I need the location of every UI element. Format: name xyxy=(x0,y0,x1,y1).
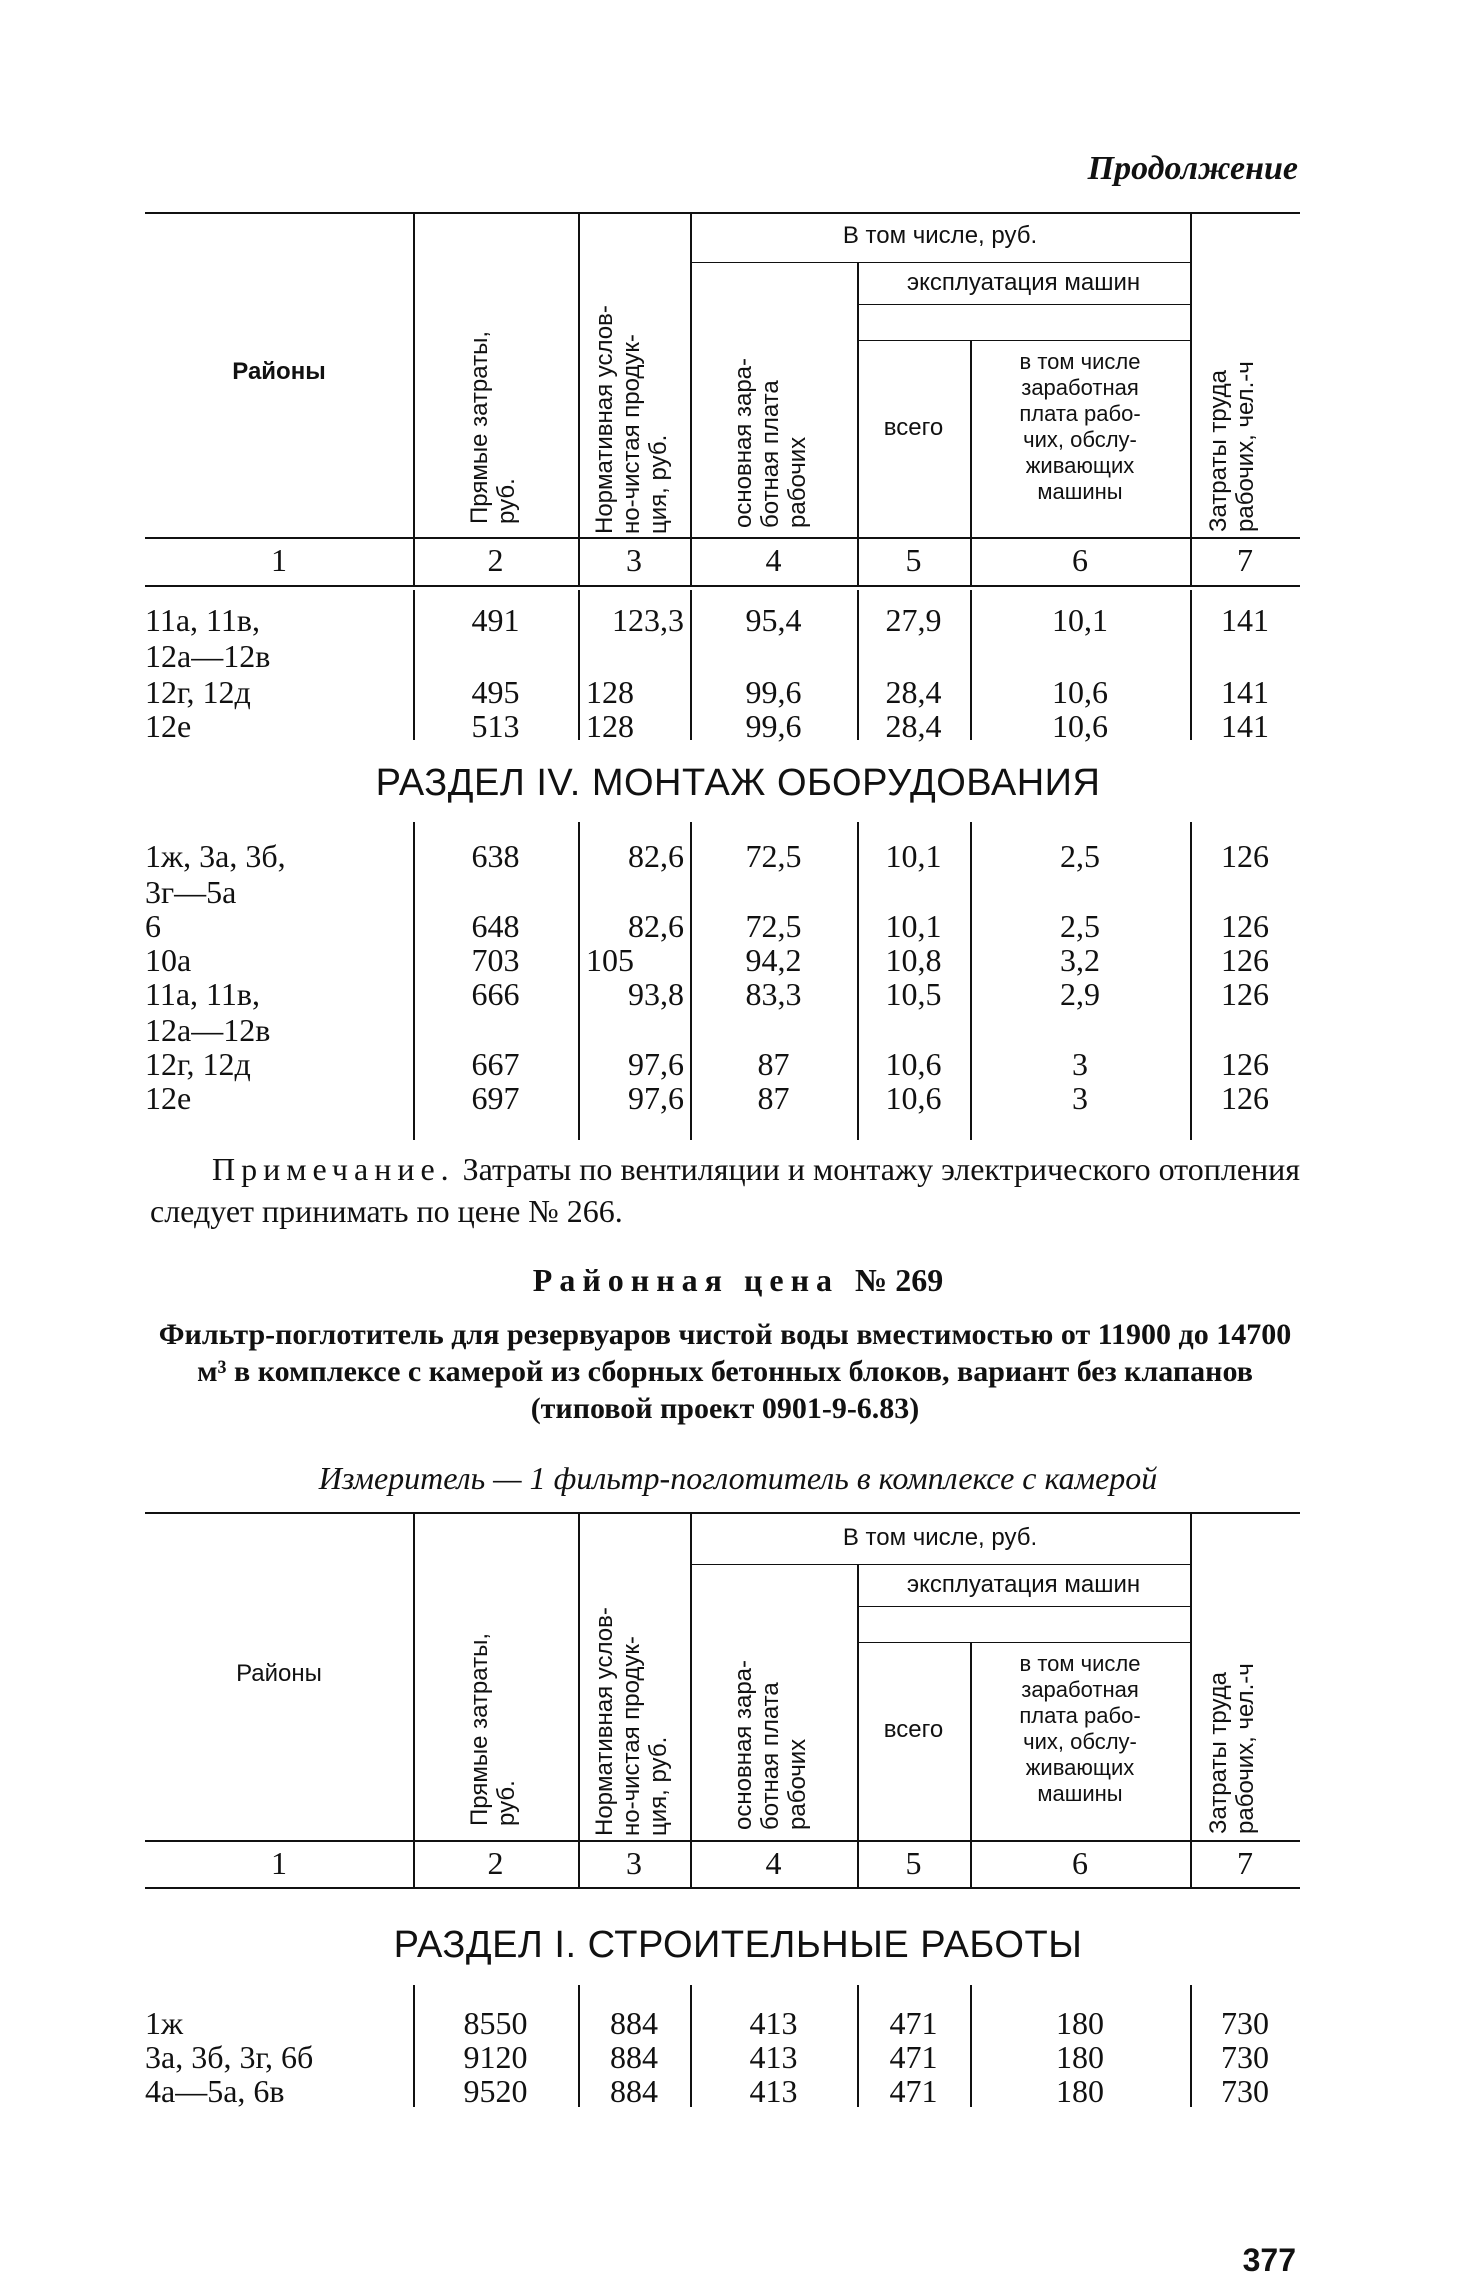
cell-region: 11а, 11в, 12а—12в xyxy=(145,602,271,674)
header-machine-ops: эксплуатация машин xyxy=(906,1571,1141,1598)
cell-incl-wage: 180 xyxy=(1056,2005,1104,2041)
table-row xyxy=(145,2073,1300,2109)
cell-direct: 8550 xyxy=(463,2005,528,2041)
cell-total: 471 xyxy=(889,2005,938,2041)
table-row xyxy=(145,2039,1300,2075)
cell-labor: 126 xyxy=(1221,1080,1269,1116)
header-total: всего xyxy=(883,414,944,441)
cell-base-wage: 72,5 xyxy=(745,838,802,874)
cell-labor: 141 xyxy=(1221,708,1269,744)
table-header-bottom xyxy=(145,1512,1300,1892)
cell-direct: 495 xyxy=(471,674,520,710)
continued-label: Продолжение xyxy=(1087,150,1298,187)
cell-total: 27,9 xyxy=(885,602,942,638)
cell-labor: 126 xyxy=(1221,1046,1269,1082)
cell-incl-wage: 10,6 xyxy=(1052,674,1108,710)
header-incl-wage: в том числе заработная плата рабо- чих, обслу- живающих машины xyxy=(1019,349,1141,504)
cell-total: 28,4 xyxy=(885,708,942,744)
header-normative-net: Нормативная услов- но-чистая продук- ция, руб. xyxy=(591,1607,672,1836)
cell-normative: 884 xyxy=(610,2073,658,2109)
cell-base-wage: 413 xyxy=(749,2073,798,2109)
note-label: Примечание. xyxy=(212,1151,455,1187)
col-number-2: 2 xyxy=(487,542,504,578)
cell-labor: 730 xyxy=(1221,2073,1269,2109)
cell-total: 10,1 xyxy=(885,908,942,944)
cell-total: 10,6 xyxy=(885,1080,942,1116)
cell-normative: 82,6 xyxy=(628,908,684,944)
table-row xyxy=(145,976,1300,1048)
cell-normative: 97,6 xyxy=(628,1080,684,1116)
cell-region: 4а—5а, 6в xyxy=(145,2073,285,2109)
project-code: (типовой проект 0901-9-6.83) xyxy=(530,1392,920,1425)
header-direct-costs: Прямые затраты, руб. xyxy=(466,1633,520,1826)
cell-total: 471 xyxy=(889,2039,938,2075)
price-heading xyxy=(0,1262,1476,1299)
cell-incl-wage: 10,1 xyxy=(1052,602,1108,638)
col-number-6: 6 xyxy=(1072,542,1088,578)
cell-incl-wage: 3,2 xyxy=(1060,942,1100,978)
cell-region: 1ж, 3а, 3б, 3г—5а xyxy=(145,838,286,910)
cell-labor: 141 xyxy=(1221,674,1269,710)
header-incl-rub: В том числе, руб. xyxy=(842,1524,1038,1551)
cell-direct: 513 xyxy=(471,708,520,744)
note-paragraph xyxy=(150,1148,1300,1232)
cell-incl-wage: 2,9 xyxy=(1060,976,1100,1012)
cell-incl-wage: 3 xyxy=(1072,1046,1088,1082)
table3-body xyxy=(145,1985,1300,2115)
cell-direct: 491 xyxy=(471,602,520,638)
table-row xyxy=(145,602,1300,674)
cell-direct: 667 xyxy=(471,1046,520,1082)
table-row xyxy=(145,1080,1300,1116)
cell-normative: 105 xyxy=(586,942,634,978)
section-1-title: РАЗДЕЛ I. СТРОИТЕЛЬНЫЕ РАБОТЫ xyxy=(393,1924,1083,1966)
cell-incl-wage: 3 xyxy=(1072,1080,1088,1116)
cell-region: 10а xyxy=(145,942,192,978)
table-row xyxy=(145,2005,1300,2041)
cell-base-wage: 95,4 xyxy=(745,602,802,638)
cell-labor: 126 xyxy=(1221,942,1269,978)
header-direct-costs: Прямые затраты, руб. xyxy=(466,331,520,524)
table-row xyxy=(145,838,1300,910)
col-number-4: 4 xyxy=(765,542,782,578)
cell-incl-wage: 2,5 xyxy=(1060,908,1100,944)
cell-total: 10,6 xyxy=(885,1046,942,1082)
cell-labor: 126 xyxy=(1221,976,1269,1012)
cell-direct: 703 xyxy=(471,942,520,978)
col-number-3: 3 xyxy=(626,1845,642,1881)
col-number-6: 6 xyxy=(1072,1845,1088,1881)
cell-direct: 9520 xyxy=(463,2073,528,2109)
cell-base-wage: 72,5 xyxy=(745,908,802,944)
cell-direct: 638 xyxy=(471,838,520,874)
header-base-wage: основная зара- ботная плата рабочих xyxy=(730,357,811,528)
header-total: всего xyxy=(883,1716,944,1743)
cell-base-wage: 99,6 xyxy=(745,674,802,710)
note-text: Затраты по вентиляции и монтажу электрического отопления следует принимать по цене № 266. xyxy=(150,1151,1300,1229)
cell-region: 1ж xyxy=(145,2005,184,2041)
cell-normative: 97,6 xyxy=(628,1046,684,1082)
table-header-top xyxy=(145,212,1300,587)
cell-total: 10,1 xyxy=(885,838,942,874)
cell-normative: 93,8 xyxy=(628,976,684,1012)
header-normative-net: Нормативная услов- но-чистая продук- ция, руб. xyxy=(591,305,672,534)
cell-normative: 82,6 xyxy=(628,838,684,874)
cell-total: 471 xyxy=(889,2073,938,2109)
cell-normative: 128 xyxy=(586,708,634,744)
col-number-1: 1 xyxy=(271,1845,287,1881)
cell-base-wage: 87 xyxy=(757,1046,790,1082)
cell-region: 12е xyxy=(145,708,192,744)
measure-line: Измеритель — 1 фильтр-поглотитель в комплексе с камерой xyxy=(318,1460,1158,1496)
cell-region: 11а, 11в, 12а—12в xyxy=(145,976,271,1048)
table-row xyxy=(145,942,1300,978)
cell-direct: 697 xyxy=(471,1080,520,1116)
cell-region: 12е xyxy=(145,1080,192,1116)
cell-total: 28,4 xyxy=(885,674,942,710)
cell-region: 12г, 12д xyxy=(145,1046,251,1082)
header-regions: Районы xyxy=(232,358,326,385)
cell-base-wage: 413 xyxy=(749,2005,798,2041)
cell-incl-wage: 180 xyxy=(1056,2073,1104,2109)
col-number-1: 1 xyxy=(271,542,287,578)
table-row xyxy=(145,1046,1300,1082)
header-base-wage: основная зара- ботная плата рабочих xyxy=(730,1659,811,1830)
cell-base-wage: 83,3 xyxy=(745,976,802,1012)
cell-direct: 9120 xyxy=(463,2039,528,2075)
cell-labor: 730 xyxy=(1221,2039,1269,2075)
cell-base-wage: 413 xyxy=(749,2039,798,2075)
table2-body xyxy=(145,822,1300,1142)
page-number: 377 xyxy=(1242,2242,1296,2278)
cell-incl-wage: 180 xyxy=(1056,2039,1104,2075)
header-labor: Затраты труда рабочих, чел.-ч xyxy=(1205,1663,1259,1834)
cell-labor: 126 xyxy=(1221,908,1269,944)
col-number-3: 3 xyxy=(626,542,642,578)
col-number-7: 7 xyxy=(1237,542,1253,578)
cell-incl-wage: 10,6 xyxy=(1052,708,1108,744)
col-number-5: 5 xyxy=(905,1845,922,1881)
header-incl-wage: в том числе заработная плата рабо- чих, обслу- живающих машины xyxy=(1019,1651,1141,1806)
cell-base-wage: 99,6 xyxy=(745,708,802,744)
header-machine-ops: эксплуатация машин xyxy=(906,269,1141,296)
cell-direct: 666 xyxy=(471,976,520,1012)
table-row xyxy=(145,674,1300,710)
col-number-5: 5 xyxy=(905,542,922,578)
cell-total: 10,8 xyxy=(885,942,942,978)
cell-total: 10,5 xyxy=(885,976,942,1012)
cell-incl-wage: 2,5 xyxy=(1060,838,1100,874)
cell-normative: 123,3 xyxy=(612,602,684,638)
col-number-7: 7 xyxy=(1237,1845,1253,1881)
price-title xyxy=(150,1316,1300,1427)
cell-normative: 884 xyxy=(610,2005,658,2041)
table1-body xyxy=(145,590,1300,750)
price-number: № 269 xyxy=(855,1262,944,1298)
header-incl-rub: В том числе, руб. xyxy=(842,222,1038,249)
header-regions: Районы xyxy=(236,1660,322,1687)
col-number-4: 4 xyxy=(765,1845,782,1881)
section-4-title: РАЗДЕЛ IV. МОНТАЖ ОБОРУДОВАНИЯ xyxy=(375,762,1101,804)
title-text: Фильтр-поглотитель для резервуаров чистой воды вместимостью от 11900 до 14700 м³ в комплексе с камерой из сборных бетонных блоков, вариант без клапанов xyxy=(158,1318,1292,1388)
price-label: Районная цена xyxy=(532,1262,840,1298)
cell-labor: 141 xyxy=(1221,602,1269,638)
table-row xyxy=(145,908,1300,944)
cell-base-wage: 87 xyxy=(757,1080,790,1116)
cell-region: 6 xyxy=(145,908,161,944)
header-labor: Затраты труда рабочих, чел.-ч xyxy=(1205,361,1259,532)
cell-region: 3а, 3б, 3г, 6б xyxy=(145,2039,314,2075)
cell-labor: 730 xyxy=(1221,2005,1269,2041)
cell-region: 12г, 12д xyxy=(145,674,251,710)
col-number-2: 2 xyxy=(487,1845,504,1881)
cell-labor: 126 xyxy=(1221,838,1269,874)
table-row xyxy=(145,708,1300,744)
cell-normative: 884 xyxy=(610,2039,658,2075)
cell-direct: 648 xyxy=(471,908,520,944)
cell-base-wage: 94,2 xyxy=(745,942,802,978)
cell-normative: 128 xyxy=(586,674,634,710)
